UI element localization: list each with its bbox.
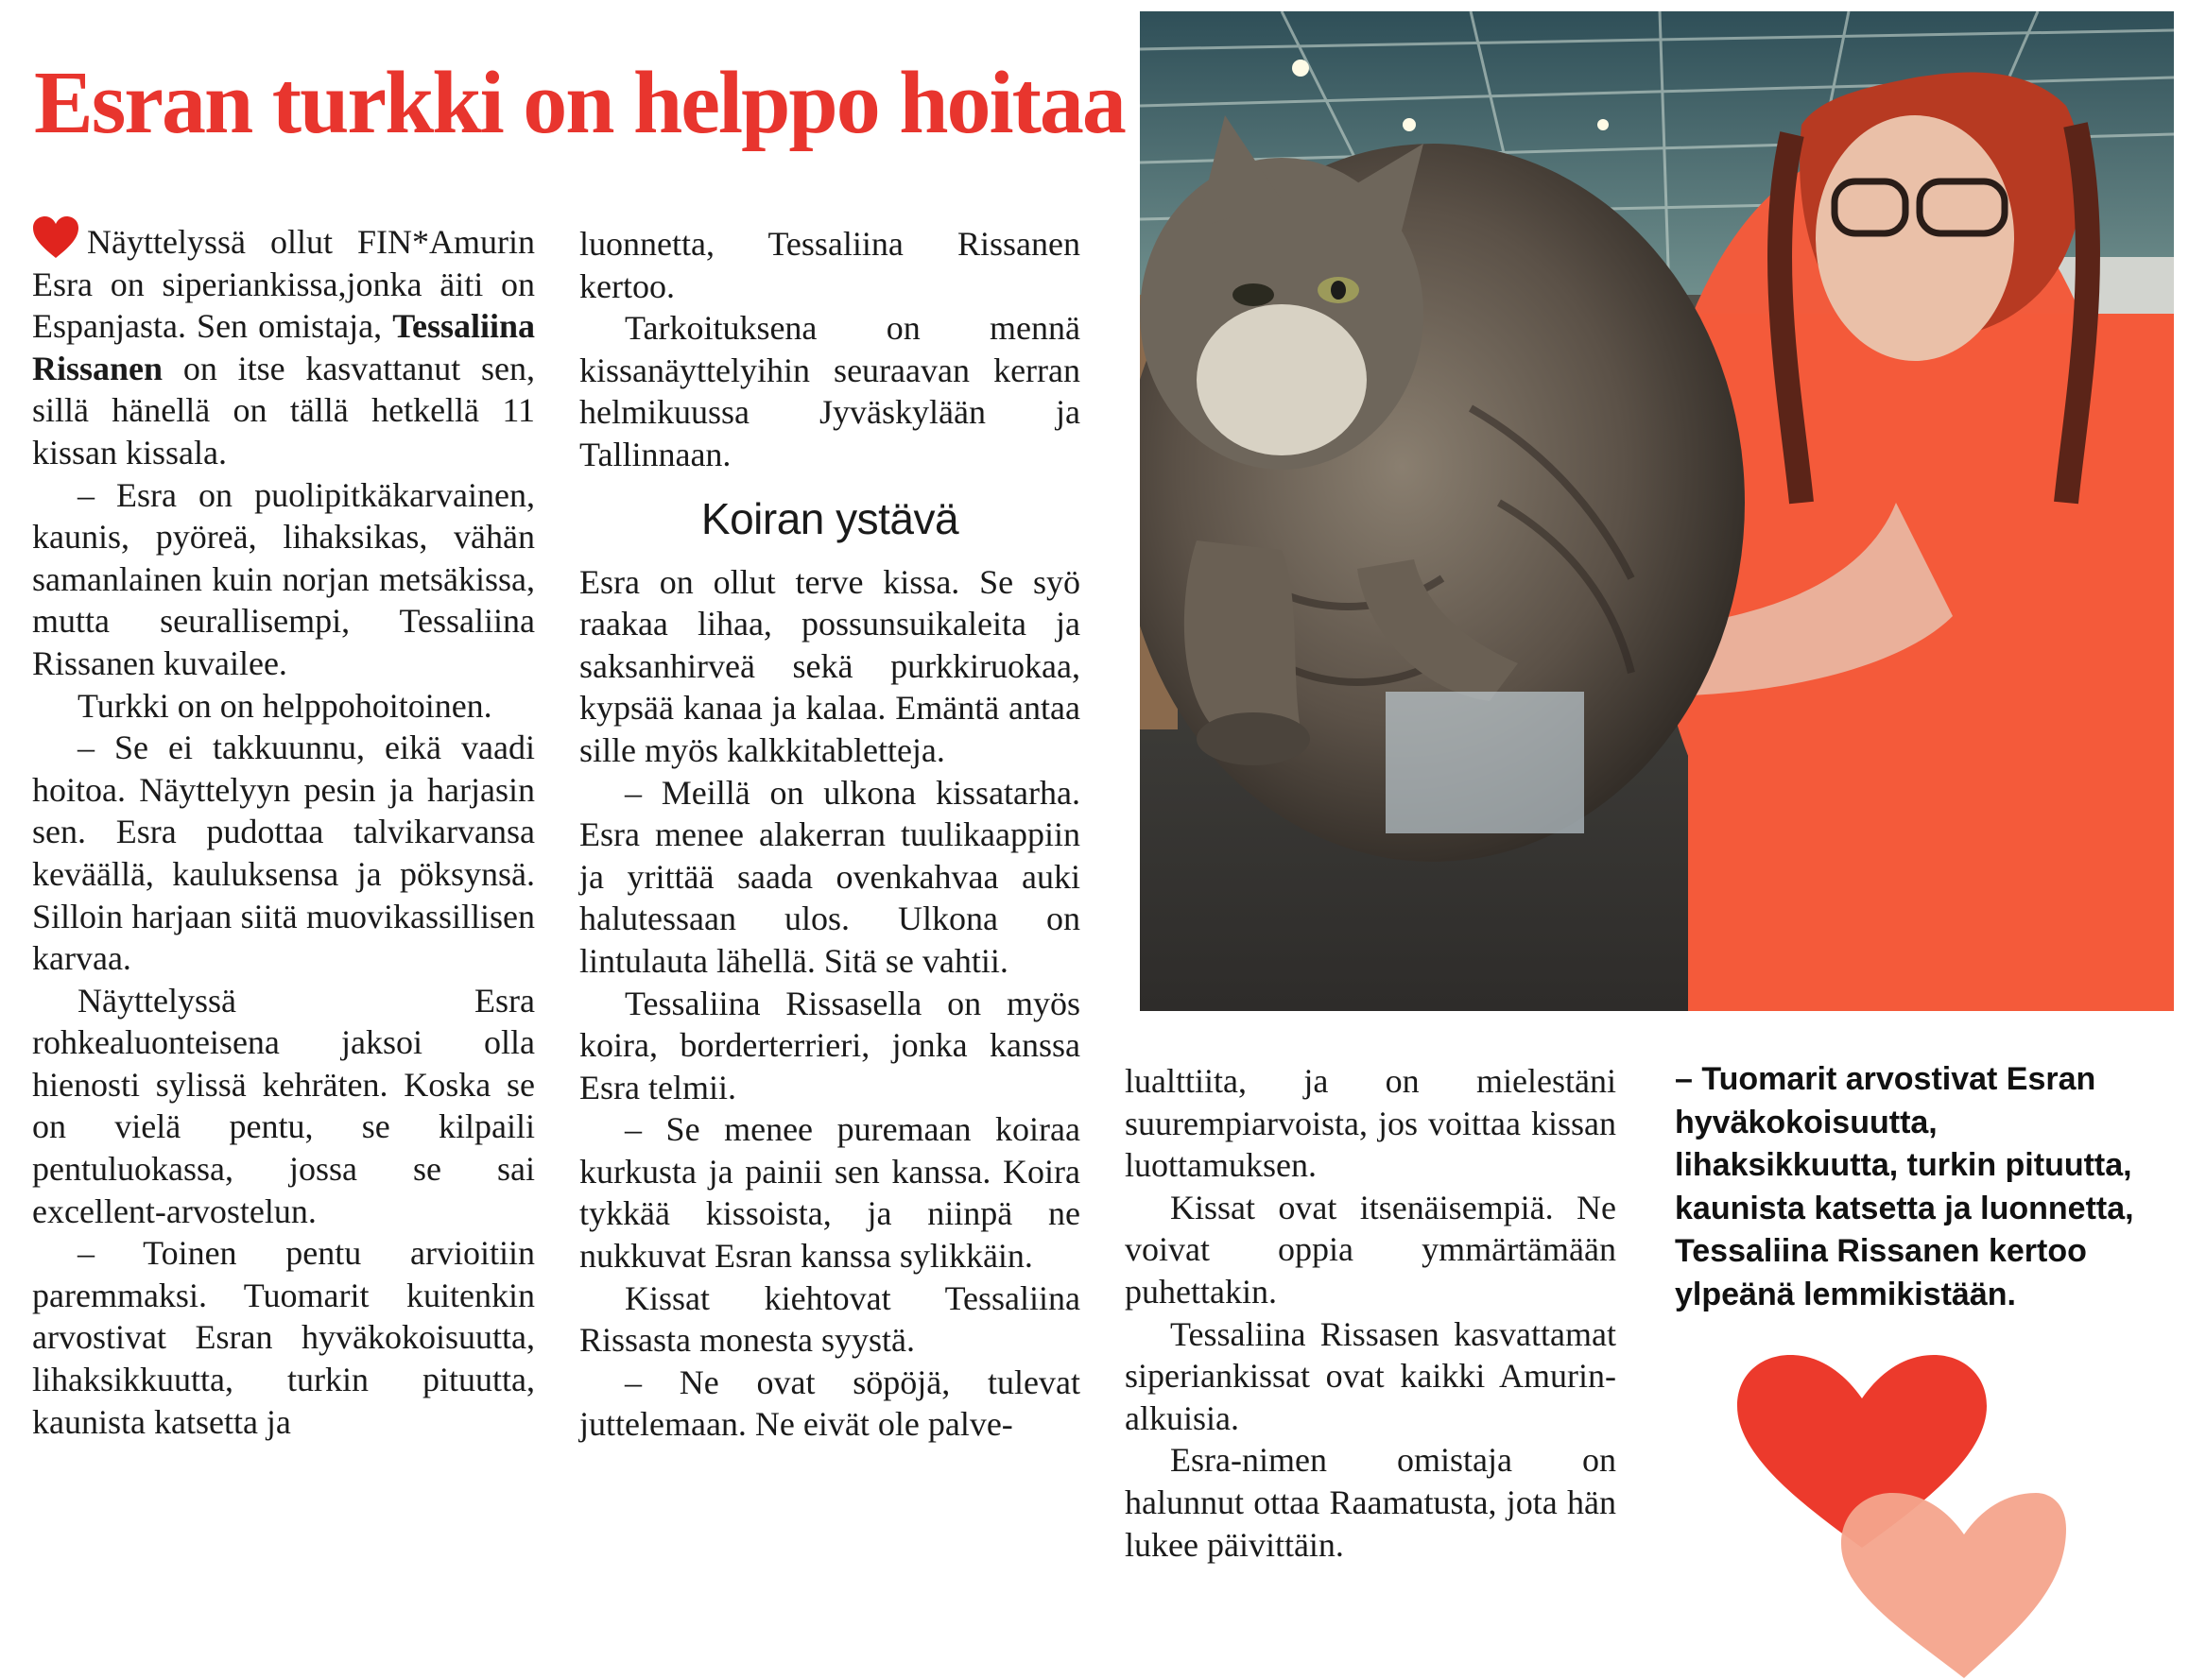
article-column-1 xyxy=(32,215,535,1443)
paragraph: Turkki on on helppohoitoinen. xyxy=(78,686,492,725)
paragraph: – Se menee puremaan koiraa kurkusta ja painii sen kanssa. Koira tykkää kissoista, ja niinpä ne nukkuvat Esran kanssa sylikkäin. xyxy=(579,1110,1080,1276)
paragraph: Näyttelyssä Esra rohkealuonteisena jaksoi olla hienosti sylissä kehräten. Koska se on vielä pentu, se kilpaili pentuluokassa, jossa se sai excellent-arvostelun. xyxy=(32,981,535,1230)
paragraph: – Toinen pentu arvioitiin paremmaksi. Tuomarit kuitenkin arvostivat Esran hyväkokoisuutta, lihaksikkuutta, turkin pituutta, kaunista katsetta ja xyxy=(32,1234,535,1441)
paragraph: Esra on ollut terve kissa. Se syö raakaa lihaa, possunsuikaleita ja saksanhirveä sekä purkkiruokaa, kypsää kanaa ja kalaa. Emäntä antaa sille myös kalkkitabletteja. xyxy=(579,562,1080,769)
photo-caption xyxy=(1675,1058,2166,1316)
paragraph: Kissat kiehtovat Tessaliina Rissasta monesta syystä. xyxy=(579,1278,1080,1360)
caption-text: – Tuomarit arvostivat Esran hyväkokoisuutta, lihaksikkuutta, turkin pituutta, kaunista katsetta ja luonnetta, Tessaliina Rissanen kertoo ylpeänä lemmikistään. xyxy=(1675,1061,2134,1312)
paragraph xyxy=(32,215,535,474)
hearts-decoration xyxy=(1730,1349,2070,1680)
article-column-3 xyxy=(1125,1060,1616,1566)
article-column-2 xyxy=(579,223,1080,1446)
owner-name: Tessaliina Rissanen xyxy=(32,307,535,387)
paragraph: lualttiita, ja on mielestäni suurempiarvoista, jos voittaa kissan luottamuksen. xyxy=(1125,1062,1616,1185)
headline: Esran turkki on helppo hoitaa xyxy=(34,54,1125,152)
paragraph: – Meillä on ulkona kissatarha. Esra menee alakerran tuulikaappiin ja yrittää saada ovenkahvaa auki halutessaan ulos. Ulkona on lintulauta lähellä. Sitä se vahtii. xyxy=(579,773,1080,980)
subheading: Koiran ystävä xyxy=(700,493,959,543)
paragraph-text: Näyttelyssä ollut FIN*Amurin Esra on siperiankissa,jonka äiti on Espanjasta. Sen omistaja, xyxy=(32,223,535,346)
photo-illustration xyxy=(1140,11,2174,1011)
paragraph-text: on itse kasvattanut sen, sillä hänellä on tällä hetkellä 11 kissan kissala. xyxy=(32,349,536,471)
paragraph: luonnetta, Tessaliina Rissanen kertoo. xyxy=(579,225,1080,305)
heart-icon xyxy=(1841,1493,2066,1678)
paragraph: Tessaliina Rissasen kasvattamat siperiankissat ovat kaikki Amurin-alkuisia. xyxy=(1125,1314,1616,1437)
paragraph: – Ne ovat söpöjä, tulevat juttelemaan. Ne eivät ole palve- xyxy=(579,1363,1080,1444)
paragraph: Tarkoituksena on mennä kissanäyttelyihin seuraavan kerran helmikuussa Jyväskylään ja Tallinnaan. xyxy=(579,309,1080,473)
paragraph: – Esra on puolipitkäkarvainen, kaunis, pyöreä, lihaksikas, vähän samanlainen kuin norjan metsäkissa, mutta seurallisempi, Tessaliina Rissanen kuvailee. xyxy=(32,475,535,682)
paragraph: – Se ei takkuunnu, eikä vaadi hoitoa. Näyttelyyn pesin ja harjasin sen. Esra pudottaa talvikarvansa keväällä, kauluksensa ja pöksynsä. Silloin harjaan siitä muovikassillisen karvaa. xyxy=(32,729,535,978)
heart-icon xyxy=(32,215,79,259)
paragraph: Kissat ovat itsenäisempiä. Ne voivat oppia ymmärtämään puhettakin. xyxy=(1125,1188,1616,1311)
cat-photo xyxy=(1140,11,2174,1011)
paragraph: Esra-nimen omistaja on halunnut ottaa Raamatusta, jota hän lukee päivittäin. xyxy=(1125,1441,1616,1564)
paragraph: Tessaliina Rissasella on myös koira, borderterrieri, jonka kanssa Esra telmii. xyxy=(579,984,1080,1106)
